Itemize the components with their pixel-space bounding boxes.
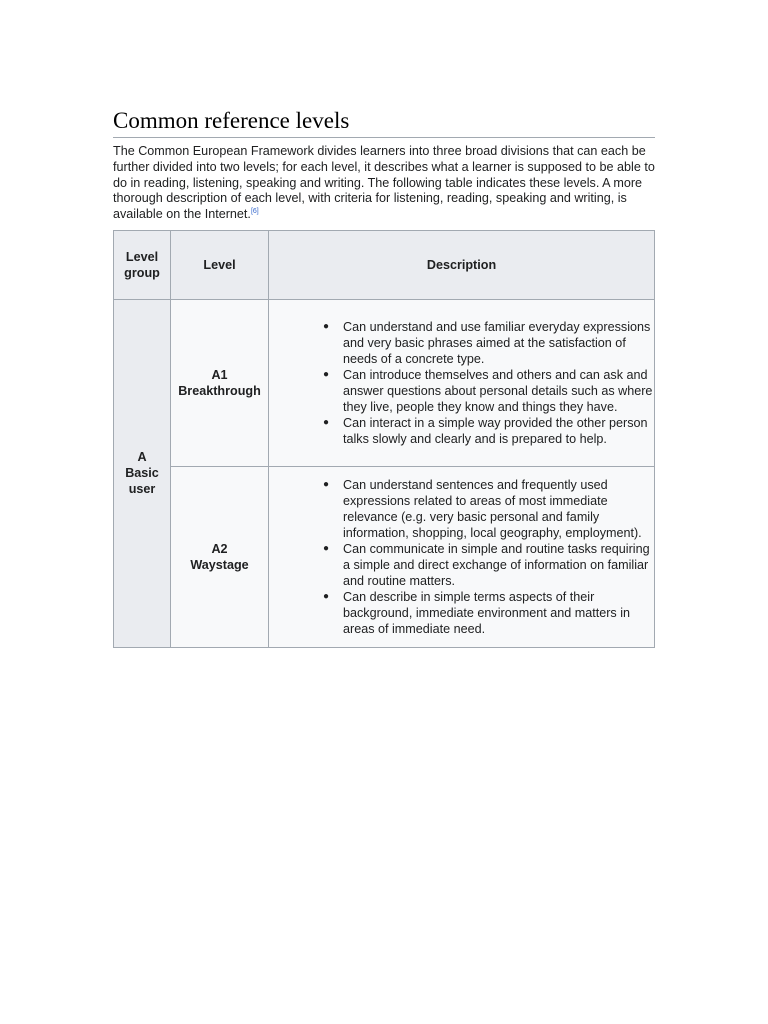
table-row-a1: [114, 299, 655, 466]
table-header-row: [114, 230, 655, 299]
group-cell-a: [114, 299, 171, 647]
list-item: ● Can introduce themselves and others and can ask and answer questions about personal details such as where they live, people they know and things they have.: [323, 367, 653, 414]
intro-text: The Common European Framework divides learners into three broad divisions that can each be further divided into two levels; for each level, it describes what a learner is supposed to be able to do in reading, listening, speaking and writing. The following table indicates these levels. A more thorough description of each level, with criteria for listening, reading, speaking and writing, is available on the Internet.: [113, 144, 655, 222]
description-cell-a2: [269, 466, 655, 647]
description-cell-a1: [269, 299, 655, 466]
article-section: [113, 106, 655, 648]
group-name: Basic user: [125, 466, 159, 497]
level-cell-a2: [171, 466, 269, 647]
table-row-a2: [114, 466, 655, 647]
bullet-icon: ●: [323, 478, 330, 490]
intro-paragraph: [113, 144, 655, 223]
bullet-icon: ●: [323, 590, 330, 602]
level-name: Breakthrough: [178, 383, 261, 398]
description-list: [269, 477, 654, 637]
list-item: ● Can understand sentences and frequently used expressions related to areas of most immediate relevance (e.g. very basic personal and family information, shopping, local geography, employment).: [323, 477, 642, 540]
level-cell-a1: [171, 299, 269, 466]
group-letter: A: [137, 450, 147, 465]
list-item: ● Can interact in a simple way provided the other person talks slowly and clearly and is prepared to help.: [323, 415, 648, 446]
list-item: ● Can understand and use familiar everyday expressions and very basic phrases aimed at the satisfaction of needs of a concrete type.: [323, 319, 651, 366]
level-name: Waystage: [190, 557, 249, 572]
bullet-icon: ●: [323, 320, 330, 332]
bullet-icon: ●: [323, 368, 330, 380]
bullet-icon: ●: [323, 416, 330, 428]
list-item: ● Can communicate in simple and routine tasks requiring a simple and direct exchange of information on familiar and routine matters.: [323, 541, 650, 588]
header-description: Description: [269, 230, 655, 299]
levels-table: [113, 230, 655, 648]
level-code: A1: [211, 367, 228, 382]
header-level: Level: [171, 230, 269, 299]
reference-link[interactable]: [6]: [250, 208, 259, 215]
header-level-group: Level group: [114, 230, 171, 299]
bullet-icon: ●: [323, 542, 330, 554]
section-heading: Common reference levels: [113, 106, 655, 138]
description-list: [269, 319, 654, 447]
level-code: A2: [211, 541, 228, 556]
list-item: ● Can describe in simple terms aspects of their background, immediate environment and matters in areas of immediate need.: [323, 589, 631, 636]
